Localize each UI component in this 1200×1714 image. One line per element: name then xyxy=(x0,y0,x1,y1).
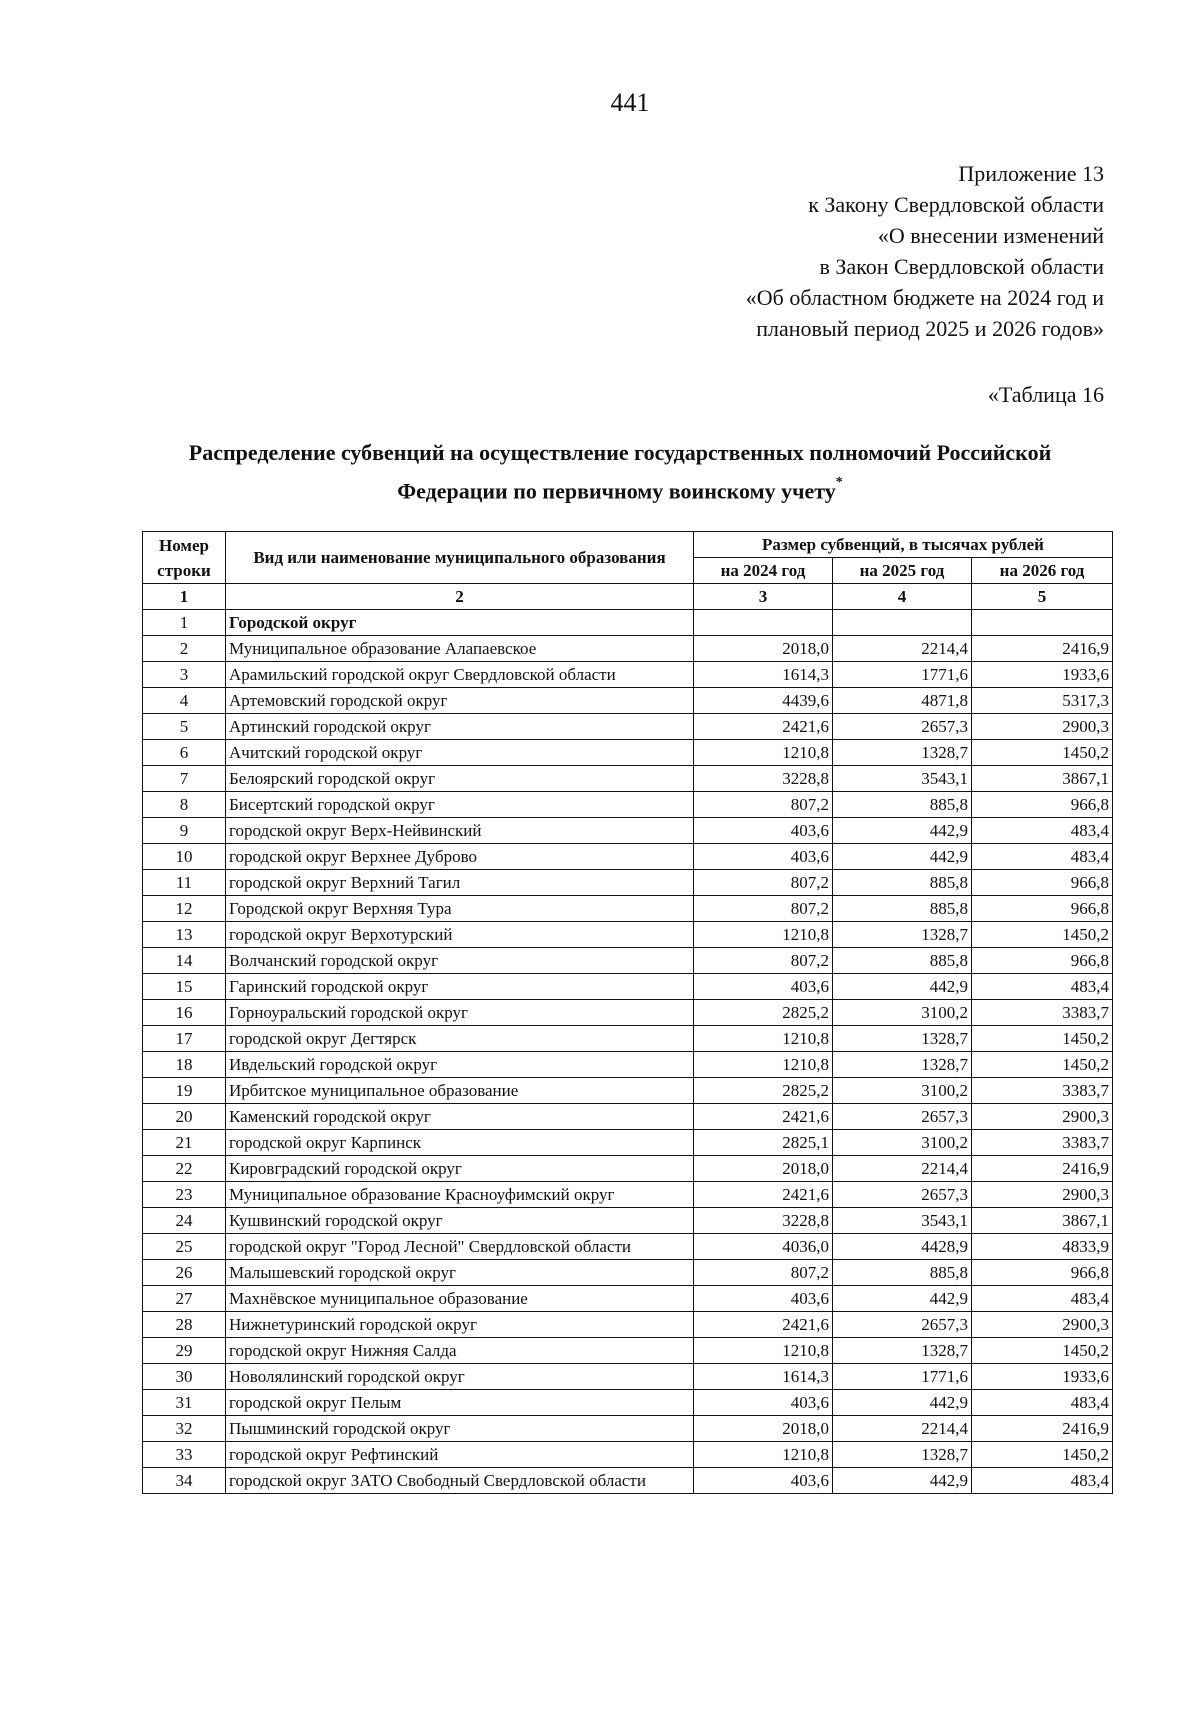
cell-municipality-name: Арамильский городской округ Свердловской области xyxy=(226,662,694,688)
cell-value-2026: 2900,3 xyxy=(972,1182,1113,1208)
cell-value-2026: 483,4 xyxy=(972,818,1113,844)
cell-value-2024: 807,2 xyxy=(694,948,833,974)
cell-value-2024: 2825,2 xyxy=(694,1000,833,1026)
cell-value-2024: 3228,8 xyxy=(694,1208,833,1234)
cell-value-2024: 1210,8 xyxy=(694,1026,833,1052)
appendix-line: Приложение 13 xyxy=(958,161,1104,186)
cell-value-2024: 1614,3 xyxy=(694,662,833,688)
cell-value-2026: 1933,6 xyxy=(972,662,1113,688)
cell-municipality-name: городской округ Верхнее Дуброво xyxy=(226,844,694,870)
cell-value-2024 xyxy=(694,610,833,636)
cell-value-2025: 3543,1 xyxy=(833,1208,972,1234)
cell-value-2026: 966,8 xyxy=(972,792,1113,818)
cell-row-number: 27 xyxy=(143,1286,226,1312)
cell-row-number: 6 xyxy=(143,740,226,766)
cell-value-2024: 807,2 xyxy=(694,1260,833,1286)
cell-value-2026: 966,8 xyxy=(972,896,1113,922)
document-title xyxy=(140,436,1100,508)
cell-value-2024: 1614,3 xyxy=(694,1364,833,1390)
appendix-line: «О внесении изменений xyxy=(877,223,1104,248)
cell-value-2026: 3867,1 xyxy=(972,1208,1113,1234)
cell-value-2026: 2900,3 xyxy=(972,1104,1113,1130)
cell-row-number: 7 xyxy=(143,766,226,792)
subvention-table xyxy=(142,531,1113,1494)
cell-value-2025: 1771,6 xyxy=(833,662,972,688)
cell-row-number: 31 xyxy=(143,1390,226,1416)
cell-municipality-name: Кушвинский городской округ xyxy=(226,1208,694,1234)
cell-municipality-name: Горноуральский городской округ xyxy=(226,1000,694,1026)
cell-value-2026: 483,4 xyxy=(972,1286,1113,1312)
cell-row-number: 13 xyxy=(143,922,226,948)
cell-value-2024: 2421,6 xyxy=(694,714,833,740)
header-municipality-name: Вид или наименование муниципального образования xyxy=(226,532,694,584)
table-row xyxy=(143,896,1113,922)
cell-value-2026: 1450,2 xyxy=(972,1338,1113,1364)
table-row xyxy=(143,1026,1113,1052)
cell-row-number: 2 xyxy=(143,636,226,662)
table-row xyxy=(143,792,1113,818)
cell-value-2026: 1450,2 xyxy=(972,1052,1113,1078)
cell-value-2025: 2657,3 xyxy=(833,1104,972,1130)
cell-value-2025: 2214,4 xyxy=(833,636,972,662)
cell-value-2024: 1210,8 xyxy=(694,1338,833,1364)
appendix-line: «Об областном бюджете на 2024 год и xyxy=(745,285,1104,310)
cell-value-2026: 1933,6 xyxy=(972,1364,1113,1390)
cell-value-2026 xyxy=(972,610,1113,636)
cell-value-2026: 483,4 xyxy=(972,1468,1113,1494)
cell-value-2025: 3543,1 xyxy=(833,766,972,792)
cell-value-2026: 3867,1 xyxy=(972,766,1113,792)
cell-value-2025: 442,9 xyxy=(833,818,972,844)
cell-row-number: 24 xyxy=(143,1208,226,1234)
cell-value-2025: 442,9 xyxy=(833,844,972,870)
cell-value-2025: 2214,4 xyxy=(833,1416,972,1442)
cell-value-2024: 2018,0 xyxy=(694,1416,833,1442)
table-row xyxy=(143,714,1113,740)
cell-municipality-name: Городской округ Верхняя Тура xyxy=(226,896,694,922)
cell-value-2025: 442,9 xyxy=(833,1468,972,1494)
cell-value-2024: 2018,0 xyxy=(694,636,833,662)
title-line-2 xyxy=(140,470,1100,508)
table-row xyxy=(143,688,1113,714)
cell-row-number: 26 xyxy=(143,1260,226,1286)
table-header xyxy=(143,532,1113,610)
table-row xyxy=(143,636,1113,662)
cell-value-2025: 2657,3 xyxy=(833,714,972,740)
cell-value-2026: 3383,7 xyxy=(972,1078,1113,1104)
cell-municipality-name: городской округ Рефтинский xyxy=(226,1442,694,1468)
cell-municipality-name: Пышминский городской округ xyxy=(226,1416,694,1442)
cell-value-2025: 1328,7 xyxy=(833,1052,972,1078)
cell-value-2025: 4428,9 xyxy=(833,1234,972,1260)
cell-row-number: 8 xyxy=(143,792,226,818)
cell-value-2026: 3383,7 xyxy=(972,1000,1113,1026)
cell-municipality-name: городской округ Верхний Тагил xyxy=(226,870,694,896)
cell-municipality-name: Новолялинский городской округ xyxy=(226,1364,694,1390)
cell-value-2024: 2825,1 xyxy=(694,1130,833,1156)
header-subvention-size: Размер субвенций, в тысячах рублей xyxy=(694,532,1113,558)
cell-value-2026: 2416,9 xyxy=(972,1416,1113,1442)
cell-value-2024: 4036,0 xyxy=(694,1234,833,1260)
appendix-reference xyxy=(746,158,1104,344)
cell-value-2024: 1210,8 xyxy=(694,1442,833,1468)
header-row-number: Номер строки xyxy=(143,532,226,584)
cell-row-number: 11 xyxy=(143,870,226,896)
cell-value-2024: 2018,0 xyxy=(694,1156,833,1182)
cell-municipality-name: Махнёвское муниципальное образование xyxy=(226,1286,694,1312)
cell-row-number: 18 xyxy=(143,1052,226,1078)
cell-value-2025 xyxy=(833,610,972,636)
cell-value-2024: 807,2 xyxy=(694,792,833,818)
cell-value-2025: 442,9 xyxy=(833,1286,972,1312)
cell-municipality-name: городской округ "Город Лесной" Свердловской области xyxy=(226,1234,694,1260)
cell-value-2026: 966,8 xyxy=(972,948,1113,974)
cell-value-2024: 403,6 xyxy=(694,1468,833,1494)
table-row xyxy=(143,1078,1113,1104)
table-row xyxy=(143,662,1113,688)
table-row xyxy=(143,740,1113,766)
cell-row-number: 19 xyxy=(143,1078,226,1104)
cell-municipality-name: Каменский городской округ xyxy=(226,1104,694,1130)
cell-row-number: 14 xyxy=(143,948,226,974)
cell-municipality-name: Городской округ xyxy=(226,610,694,636)
cell-value-2026: 483,4 xyxy=(972,974,1113,1000)
cell-municipality-name: Артинский городской округ xyxy=(226,714,694,740)
cell-municipality-name: городской округ Дегтярск xyxy=(226,1026,694,1052)
cell-value-2025: 1328,7 xyxy=(833,740,972,766)
table-body xyxy=(143,610,1113,1494)
cell-value-2025: 1328,7 xyxy=(833,1442,972,1468)
table-row xyxy=(143,1390,1113,1416)
cell-value-2024: 3228,8 xyxy=(694,766,833,792)
cell-value-2024: 403,6 xyxy=(694,818,833,844)
cell-value-2025: 885,8 xyxy=(833,870,972,896)
table-row xyxy=(143,922,1113,948)
cell-municipality-name: Муниципальное образование Красноуфимский округ xyxy=(226,1182,694,1208)
cell-value-2025: 2657,3 xyxy=(833,1312,972,1338)
cell-row-number: 3 xyxy=(143,662,226,688)
appendix-line: к Закону Свердловской области xyxy=(808,192,1104,217)
cell-value-2024: 2421,6 xyxy=(694,1182,833,1208)
column-number: 5 xyxy=(972,584,1113,610)
cell-value-2024: 403,6 xyxy=(694,974,833,1000)
footnote-mark: * xyxy=(835,475,843,490)
cell-value-2025: 3100,2 xyxy=(833,1130,972,1156)
cell-value-2025: 1771,6 xyxy=(833,1364,972,1390)
table-row xyxy=(143,1000,1113,1026)
table-row xyxy=(143,1104,1113,1130)
table-row xyxy=(143,1208,1113,1234)
cell-value-2025: 3100,2 xyxy=(833,1000,972,1026)
cell-municipality-name: городской округ Верх-Нейвинский xyxy=(226,818,694,844)
cell-value-2024: 1210,8 xyxy=(694,740,833,766)
cell-value-2026: 483,4 xyxy=(972,1390,1113,1416)
cell-value-2025: 2657,3 xyxy=(833,1182,972,1208)
cell-value-2024: 1210,8 xyxy=(694,922,833,948)
cell-value-2026: 1450,2 xyxy=(972,922,1113,948)
cell-row-number: 29 xyxy=(143,1338,226,1364)
cell-value-2025: 2214,4 xyxy=(833,1156,972,1182)
appendix-line: плановый период 2025 и 2026 годов» xyxy=(756,316,1104,341)
cell-value-2026: 2416,9 xyxy=(972,636,1113,662)
cell-value-2026: 3383,7 xyxy=(972,1130,1113,1156)
cell-row-number: 32 xyxy=(143,1416,226,1442)
cell-municipality-name: Артемовский городской округ xyxy=(226,688,694,714)
header-year-2026: на 2026 год xyxy=(972,558,1113,584)
table-row xyxy=(143,818,1113,844)
cell-value-2024: 2825,2 xyxy=(694,1078,833,1104)
cell-row-number: 21 xyxy=(143,1130,226,1156)
table-label: «Таблица 16 xyxy=(987,382,1104,407)
column-number: 4 xyxy=(833,584,972,610)
table-row xyxy=(143,610,1113,636)
cell-value-2026: 966,8 xyxy=(972,1260,1113,1286)
table-row xyxy=(143,1312,1113,1338)
column-numbers-row xyxy=(143,584,1113,610)
table-row xyxy=(143,1442,1113,1468)
cell-value-2026: 1450,2 xyxy=(972,1442,1113,1468)
cell-row-number: 12 xyxy=(143,896,226,922)
cell-municipality-name: городской округ Карпинск xyxy=(226,1130,694,1156)
table-row xyxy=(143,1286,1113,1312)
column-number: 2 xyxy=(226,584,694,610)
table-row xyxy=(143,1364,1113,1390)
cell-row-number: 34 xyxy=(143,1468,226,1494)
title-line-1: Распределение субвенций на осуществление государственных полномочий Российской xyxy=(188,440,1052,465)
cell-value-2024: 403,6 xyxy=(694,1286,833,1312)
cell-value-2024: 807,2 xyxy=(694,896,833,922)
cell-value-2025: 885,8 xyxy=(833,948,972,974)
table-row xyxy=(143,870,1113,896)
cell-value-2024: 1210,8 xyxy=(694,1052,833,1078)
table-row xyxy=(143,1234,1113,1260)
cell-value-2025: 885,8 xyxy=(833,792,972,818)
title-line-2-text: Федерации по первичному воинскому учету xyxy=(397,478,836,504)
cell-row-number: 17 xyxy=(143,1026,226,1052)
cell-value-2025: 4871,8 xyxy=(833,688,972,714)
cell-value-2025: 885,8 xyxy=(833,896,972,922)
cell-value-2024: 403,6 xyxy=(694,1390,833,1416)
cell-value-2025: 1328,7 xyxy=(833,1338,972,1364)
page-number: 441 xyxy=(610,88,650,117)
column-number: 3 xyxy=(694,584,833,610)
cell-value-2026: 966,8 xyxy=(972,870,1113,896)
cell-row-number: 15 xyxy=(143,974,226,1000)
cell-value-2024: 403,6 xyxy=(694,844,833,870)
cell-value-2026: 2900,3 xyxy=(972,714,1113,740)
cell-value-2026: 483,4 xyxy=(972,844,1113,870)
cell-municipality-name: городской округ Нижняя Салда xyxy=(226,1338,694,1364)
cell-municipality-name: Белоярский городской округ xyxy=(226,766,694,792)
cell-municipality-name: Бисертский городской округ xyxy=(226,792,694,818)
cell-value-2026: 1450,2 xyxy=(972,1026,1113,1052)
cell-value-2026: 5317,3 xyxy=(972,688,1113,714)
table-row xyxy=(143,1182,1113,1208)
cell-value-2026: 2416,9 xyxy=(972,1156,1113,1182)
header-year-2025: на 2025 год xyxy=(833,558,972,584)
cell-municipality-name: Муниципальное образование Алапаевское xyxy=(226,636,694,662)
cell-row-number: 4 xyxy=(143,688,226,714)
cell-value-2026: 2900,3 xyxy=(972,1312,1113,1338)
cell-row-number: 16 xyxy=(143,1000,226,1026)
cell-municipality-name: Гаринский городской округ xyxy=(226,974,694,1000)
cell-value-2025: 442,9 xyxy=(833,1390,972,1416)
cell-row-number: 30 xyxy=(143,1364,226,1390)
cell-municipality-name: городской округ Пелым xyxy=(226,1390,694,1416)
cell-value-2025: 3100,2 xyxy=(833,1078,972,1104)
cell-value-2026: 4833,9 xyxy=(972,1234,1113,1260)
cell-value-2024: 2421,6 xyxy=(694,1104,833,1130)
cell-row-number: 25 xyxy=(143,1234,226,1260)
appendix-line: в Закон Свердловской области xyxy=(819,254,1104,279)
cell-municipality-name: городской округ ЗАТО Свободный Свердловской области xyxy=(226,1468,694,1494)
table-row xyxy=(143,1260,1113,1286)
table-row xyxy=(143,844,1113,870)
cell-row-number: 1 xyxy=(143,610,226,636)
cell-value-2026: 1450,2 xyxy=(972,740,1113,766)
cell-municipality-name: Ачитский городской округ xyxy=(226,740,694,766)
table-row xyxy=(143,1468,1113,1494)
cell-value-2024: 4439,6 xyxy=(694,688,833,714)
table-row xyxy=(143,1130,1113,1156)
cell-municipality-name: Ивдельский городской округ xyxy=(226,1052,694,1078)
cell-value-2024: 807,2 xyxy=(694,870,833,896)
table-row xyxy=(143,766,1113,792)
cell-municipality-name: Ирбитское муниципальное образование xyxy=(226,1078,694,1104)
cell-row-number: 22 xyxy=(143,1156,226,1182)
table-row xyxy=(143,1338,1113,1364)
table-row xyxy=(143,1416,1113,1442)
cell-municipality-name: городской округ Верхотурский xyxy=(226,922,694,948)
cell-row-number: 23 xyxy=(143,1182,226,1208)
table-row xyxy=(143,1156,1113,1182)
cell-value-2025: 885,8 xyxy=(833,1260,972,1286)
cell-municipality-name: Волчанский городской округ xyxy=(226,948,694,974)
cell-value-2025: 1328,7 xyxy=(833,922,972,948)
table-row xyxy=(143,948,1113,974)
cell-value-2024: 2421,6 xyxy=(694,1312,833,1338)
cell-municipality-name: Малышевский городской округ xyxy=(226,1260,694,1286)
cell-row-number: 20 xyxy=(143,1104,226,1130)
column-number: 1 xyxy=(143,584,226,610)
cell-municipality-name: Кировградский городской округ xyxy=(226,1156,694,1182)
cell-row-number: 10 xyxy=(143,844,226,870)
cell-row-number: 28 xyxy=(143,1312,226,1338)
table-row xyxy=(143,974,1113,1000)
cell-municipality-name: Нижнетуринский городской округ xyxy=(226,1312,694,1338)
cell-value-2025: 1328,7 xyxy=(833,1026,972,1052)
cell-row-number: 5 xyxy=(143,714,226,740)
cell-row-number: 33 xyxy=(143,1442,226,1468)
cell-value-2025: 442,9 xyxy=(833,974,972,1000)
header-year-2024: на 2024 год xyxy=(694,558,833,584)
cell-row-number: 9 xyxy=(143,818,226,844)
table-row xyxy=(143,1052,1113,1078)
